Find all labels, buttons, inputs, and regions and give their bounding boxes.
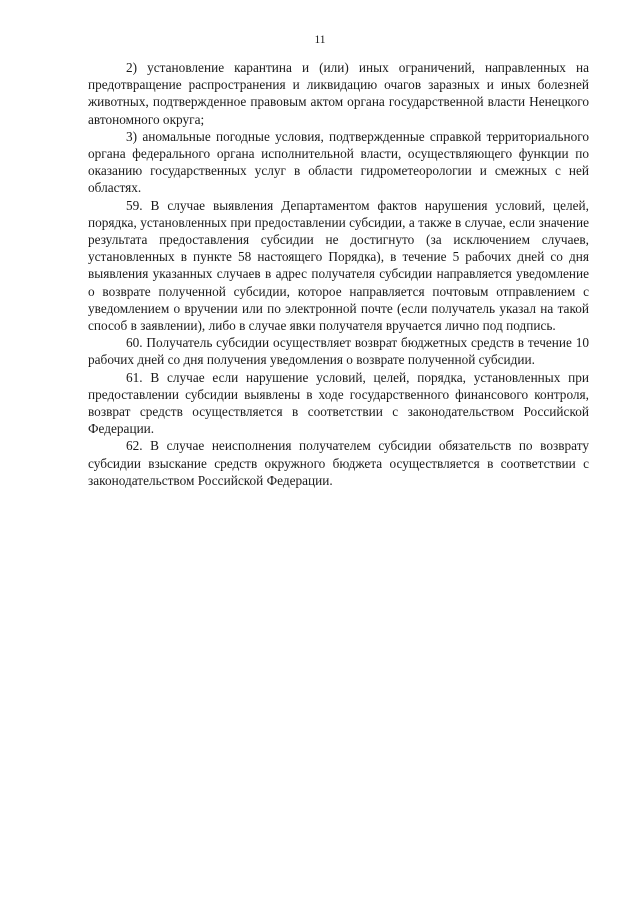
page-number: 11: [314, 34, 326, 46]
document-body: [88, 59, 589, 489]
paragraph-item-3-weather: 3) аномальные погодные условия, подтвержденные справкой территориального органа федерального органа исполнительной власти, осуществляющего функции по оказанию государственных услуг в области гидрометеорологии и смежных с ней областях.: [88, 128, 589, 196]
paragraph-clause-62: 62. В случае неисполнения получателем субсидии обязательств по возврату субсидии взыскание средств окружного бюджета осуществляется в соответствии с законодательством Российской Федерации.: [88, 438, 589, 488]
paragraph-item-2-quarantine: 2) установление карантина и (или) иных ограничений, направленных на предотвращение распространения и ликвидацию очагов заразных и иных болезней животных, подтвержденное правовым актом органа государственной власти Ненецкого автономного округа;: [88, 60, 589, 127]
paragraph-clause-61: 61. В случае если нарушение условий, целей, порядка, установленных при предоставлении субсидии выявлены в ходе государственного финансового контроля, возврат средств осуществляется в соответствии с законодательством Российской Федерации.: [88, 369, 589, 437]
paragraph-clause-59: 59. В случае выявления Департаментом фактов нарушения условий, целей, порядка, установленных при предоставлении субсидии, а также в случае, если значение результата предоставления субсидии не достигнуто (за исключением случаев, установленных в пункте 58 настоящего Порядка), в течение 5 рабочих дней со дня выявления указанных случаев в адрес получателя субсидии направляется уведомление о возврате полученной субсидии, которое направляется почтовым отправлением с уведомлением о вручении или по электронной почте (если получатель указал на такой способ в заявлении), либо в случае явки получателя вручается лично под подпись.: [88, 197, 589, 334]
paragraph-clause-60: 60. Получатель субсидии осуществляет возврат бюджетных средств в течение 10 рабочих дней со дня получения уведомления о возврате полученной субсидии.: [88, 335, 589, 368]
